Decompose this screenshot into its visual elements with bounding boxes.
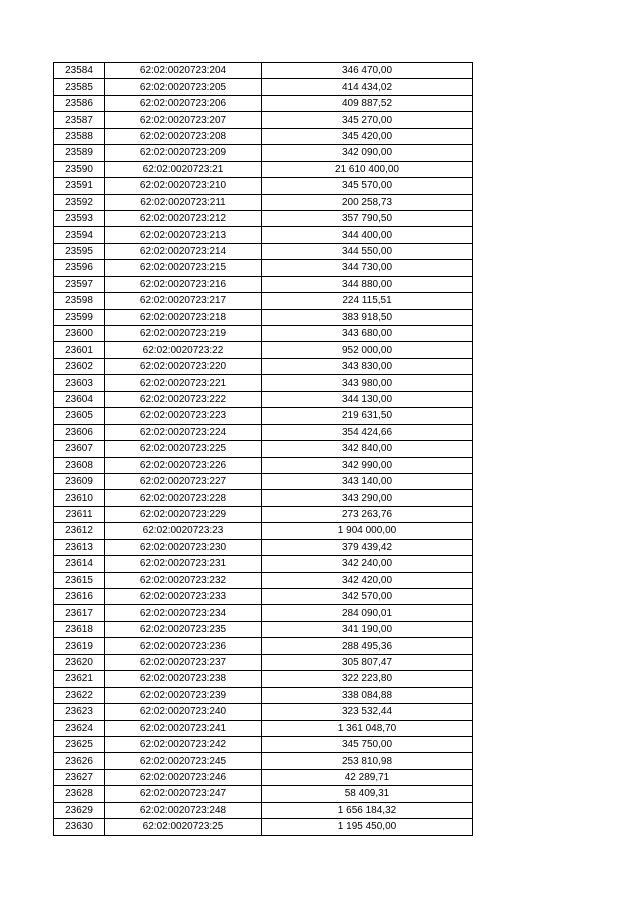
row-number-cell: 23611 (54, 506, 105, 522)
row-number-cell: 23619 (54, 638, 105, 654)
row-number-cell: 23612 (54, 523, 105, 539)
cadastral-value-cell: 1 195 450,00 (262, 819, 473, 835)
cadastral-value-cell: 1 904 000,00 (262, 523, 473, 539)
row-number-cell: 23599 (54, 309, 105, 325)
cadastral-number-cell: 62:02:0020723:215 (105, 260, 262, 276)
table-row (54, 309, 473, 325)
table-row (54, 128, 473, 144)
table-row (54, 671, 473, 687)
table-row (54, 753, 473, 769)
row-number-cell: 23618 (54, 621, 105, 637)
cadastral-number-cell: 62:02:0020723:229 (105, 506, 262, 522)
cadastral-number-cell: 62:02:0020723:205 (105, 79, 262, 95)
row-number-cell: 23587 (54, 112, 105, 128)
cadastral-value-cell: 343 290,00 (262, 490, 473, 506)
cadastral-number-cell: 62:02:0020723:223 (105, 408, 262, 424)
table-row (54, 589, 473, 605)
row-number-cell: 23590 (54, 161, 105, 177)
row-number-cell: 23627 (54, 769, 105, 785)
table-row (54, 243, 473, 259)
row-number-cell: 23597 (54, 276, 105, 292)
row-number-cell: 23591 (54, 178, 105, 194)
row-number-cell: 23608 (54, 457, 105, 473)
cadastral-number-cell: 62:02:0020723:246 (105, 769, 262, 785)
cadastral-value-cell: 383 918,50 (262, 309, 473, 325)
row-number-cell: 23592 (54, 194, 105, 210)
row-number-cell: 23586 (54, 95, 105, 111)
cadastral-value-cell: 344 730,00 (262, 260, 473, 276)
table-row (54, 802, 473, 818)
cadastral-number-cell: 62:02:0020723:235 (105, 621, 262, 637)
table-row (54, 539, 473, 555)
cadastral-value-cell: 273 263,76 (262, 506, 473, 522)
cadastral-number-cell: 62:02:0020723:212 (105, 210, 262, 226)
cadastral-value-cell: 952 000,00 (262, 342, 473, 358)
table-row (54, 457, 473, 473)
table-row (54, 819, 473, 835)
table-row (54, 786, 473, 802)
cadastral-value-cell: 342 420,00 (262, 572, 473, 588)
cadastral-number-cell: 62:02:0020723:22 (105, 342, 262, 358)
cadastral-number-cell: 62:02:0020723:241 (105, 720, 262, 736)
row-number-cell: 23595 (54, 243, 105, 259)
cadastral-value-cell: 379 439,42 (262, 539, 473, 555)
row-number-cell: 23621 (54, 671, 105, 687)
cadastral-number-cell: 62:02:0020723:216 (105, 276, 262, 292)
cadastral-number-cell: 62:02:0020723:206 (105, 95, 262, 111)
table-row (54, 638, 473, 654)
cadastral-number-cell: 62:02:0020723:225 (105, 441, 262, 457)
table-row (54, 408, 473, 424)
table-row (54, 161, 473, 177)
table-row (54, 769, 473, 785)
cadastral-number-cell: 62:02:0020723:217 (105, 293, 262, 309)
cadastral-number-cell: 62:02:0020723:214 (105, 243, 262, 259)
table-row (54, 605, 473, 621)
row-number-cell: 23584 (54, 63, 105, 79)
table-row (54, 654, 473, 670)
table-row (54, 523, 473, 539)
cadastral-number-cell: 62:02:0020723:219 (105, 326, 262, 342)
row-number-cell: 23628 (54, 786, 105, 802)
table-row (54, 227, 473, 243)
cadastral-value-cell: 219 631,50 (262, 408, 473, 424)
row-number-cell: 23620 (54, 654, 105, 670)
table-row (54, 178, 473, 194)
cadastral-number-cell: 62:02:0020723:233 (105, 589, 262, 605)
row-number-cell: 23596 (54, 260, 105, 276)
table-row (54, 112, 473, 128)
table-row (54, 506, 473, 522)
cadastral-value-cell: 341 190,00 (262, 621, 473, 637)
row-number-cell: 23624 (54, 720, 105, 736)
cadastral-number-cell: 62:02:0020723:220 (105, 358, 262, 374)
row-number-cell: 23606 (54, 424, 105, 440)
cadastral-number-cell: 62:02:0020723:213 (105, 227, 262, 243)
cadastral-value-cell: 323 532,44 (262, 704, 473, 720)
cadastral-number-cell: 62:02:0020723:228 (105, 490, 262, 506)
cadastral-value-table (53, 62, 473, 836)
cadastral-number-cell: 62:02:0020723:247 (105, 786, 262, 802)
table-row (54, 687, 473, 703)
cadastral-number-cell: 62:02:0020723:204 (105, 63, 262, 79)
cadastral-value-cell: 284 090,01 (262, 605, 473, 621)
cadastral-value-cell: 342 090,00 (262, 145, 473, 161)
table-row (54, 720, 473, 736)
cadastral-number-cell: 62:02:0020723:237 (105, 654, 262, 670)
table-row (54, 210, 473, 226)
cadastral-value-cell: 342 840,00 (262, 441, 473, 457)
cadastral-value-cell: 344 130,00 (262, 391, 473, 407)
row-number-cell: 23625 (54, 736, 105, 752)
cadastral-number-cell: 62:02:0020723:227 (105, 473, 262, 489)
cadastral-value-cell: 58 409,31 (262, 786, 473, 802)
cadastral-value-cell: 354 424,66 (262, 424, 473, 440)
cadastral-number-cell: 62:02:0020723:23 (105, 523, 262, 539)
row-number-cell: 23604 (54, 391, 105, 407)
cadastral-number-cell: 62:02:0020723:230 (105, 539, 262, 555)
cadastral-value-cell: 1 656 184,32 (262, 802, 473, 818)
cadastral-value-cell: 344 400,00 (262, 227, 473, 243)
row-number-cell: 23594 (54, 227, 105, 243)
cadastral-value-cell: 224 115,51 (262, 293, 473, 309)
row-number-cell: 23589 (54, 145, 105, 161)
cadastral-value-cell: 342 990,00 (262, 457, 473, 473)
cadastral-value-cell: 305 807,47 (262, 654, 473, 670)
row-number-cell: 23610 (54, 490, 105, 506)
cadastral-value-cell: 344 880,00 (262, 276, 473, 292)
cadastral-number-cell: 62:02:0020723:218 (105, 309, 262, 325)
cadastral-number-cell: 62:02:0020723:240 (105, 704, 262, 720)
cadastral-number-cell: 62:02:0020723:239 (105, 687, 262, 703)
cadastral-value-cell: 345 270,00 (262, 112, 473, 128)
cadastral-number-cell: 62:02:0020723:207 (105, 112, 262, 128)
cadastral-number-cell: 62:02:0020723:231 (105, 556, 262, 572)
table-row (54, 293, 473, 309)
table-row (54, 424, 473, 440)
row-number-cell: 23609 (54, 473, 105, 489)
row-number-cell: 23623 (54, 704, 105, 720)
cadastral-value-cell: 253 810,98 (262, 753, 473, 769)
cadastral-value-cell: 345 570,00 (262, 178, 473, 194)
table-row (54, 572, 473, 588)
table-row (54, 441, 473, 457)
cadastral-number-cell: 62:02:0020723:236 (105, 638, 262, 654)
row-number-cell: 23630 (54, 819, 105, 835)
cadastral-number-cell: 62:02:0020723:234 (105, 605, 262, 621)
table-row (54, 391, 473, 407)
table-row (54, 342, 473, 358)
table-row (54, 63, 473, 79)
cadastral-number-cell: 62:02:0020723:232 (105, 572, 262, 588)
row-number-cell: 23600 (54, 326, 105, 342)
row-number-cell: 23601 (54, 342, 105, 358)
cadastral-value-cell: 345 420,00 (262, 128, 473, 144)
row-number-cell: 23617 (54, 605, 105, 621)
cadastral-number-cell: 62:02:0020723:25 (105, 819, 262, 835)
table-row (54, 704, 473, 720)
cadastral-value-cell: 342 570,00 (262, 589, 473, 605)
cadastral-number-cell: 62:02:0020723:226 (105, 457, 262, 473)
cadastral-value-cell: 357 790,50 (262, 210, 473, 226)
cadastral-value-cell: 343 980,00 (262, 375, 473, 391)
table-row (54, 490, 473, 506)
cadastral-value-cell: 1 361 048,70 (262, 720, 473, 736)
cadastral-value-cell: 338 084,88 (262, 687, 473, 703)
cadastral-number-cell: 62:02:0020723:210 (105, 178, 262, 194)
cadastral-value-cell: 42 289,71 (262, 769, 473, 785)
table-row (54, 621, 473, 637)
cadastral-number-cell: 62:02:0020723:248 (105, 802, 262, 818)
row-number-cell: 23603 (54, 375, 105, 391)
table-row (54, 260, 473, 276)
table-row (54, 326, 473, 342)
cadastral-value-cell: 343 680,00 (262, 326, 473, 342)
table-row (54, 145, 473, 161)
row-number-cell: 23613 (54, 539, 105, 555)
cadastral-value-cell: 344 550,00 (262, 243, 473, 259)
row-number-cell: 23588 (54, 128, 105, 144)
cadastral-number-cell: 62:02:0020723:222 (105, 391, 262, 407)
cadastral-number-cell: 62:02:0020723:224 (105, 424, 262, 440)
row-number-cell: 23593 (54, 210, 105, 226)
cadastral-value-cell: 343 140,00 (262, 473, 473, 489)
cadastral-number-cell: 62:02:0020723:209 (105, 145, 262, 161)
row-number-cell: 23616 (54, 589, 105, 605)
cadastral-value-cell: 343 830,00 (262, 358, 473, 374)
row-number-cell: 23614 (54, 556, 105, 572)
table-row (54, 79, 473, 95)
cadastral-number-cell: 62:02:0020723:208 (105, 128, 262, 144)
cadastral-value-cell: 200 258,73 (262, 194, 473, 210)
cadastral-number-cell: 62:02:0020723:211 (105, 194, 262, 210)
row-number-cell: 23598 (54, 293, 105, 309)
cadastral-number-cell: 62:02:0020723:21 (105, 161, 262, 177)
table-row (54, 736, 473, 752)
row-number-cell: 23605 (54, 408, 105, 424)
row-number-cell: 23607 (54, 441, 105, 457)
cadastral-number-cell: 62:02:0020723:242 (105, 736, 262, 752)
table-row (54, 194, 473, 210)
row-number-cell: 23602 (54, 358, 105, 374)
row-number-cell: 23626 (54, 753, 105, 769)
row-number-cell: 23629 (54, 802, 105, 818)
cadastral-value-cell: 288 495,36 (262, 638, 473, 654)
cadastral-value-cell: 409 887,52 (262, 95, 473, 111)
cadastral-number-cell: 62:02:0020723:221 (105, 375, 262, 391)
table-row (54, 358, 473, 374)
cadastral-value-cell: 414 434,02 (262, 79, 473, 95)
table-body (54, 63, 473, 836)
table-row (54, 375, 473, 391)
row-number-cell: 23585 (54, 79, 105, 95)
table-row (54, 473, 473, 489)
cadastral-number-cell: 62:02:0020723:238 (105, 671, 262, 687)
cadastral-number-cell: 62:02:0020723:245 (105, 753, 262, 769)
cadastral-value-cell: 21 610 400,00 (262, 161, 473, 177)
row-number-cell: 23622 (54, 687, 105, 703)
row-number-cell: 23615 (54, 572, 105, 588)
cadastral-value-cell: 346 470,00 (262, 63, 473, 79)
cadastral-value-cell: 322 223,80 (262, 671, 473, 687)
table-row (54, 276, 473, 292)
cadastral-value-cell: 345 750,00 (262, 736, 473, 752)
table-row (54, 556, 473, 572)
table-row (54, 95, 473, 111)
cadastral-value-cell: 342 240,00 (262, 556, 473, 572)
